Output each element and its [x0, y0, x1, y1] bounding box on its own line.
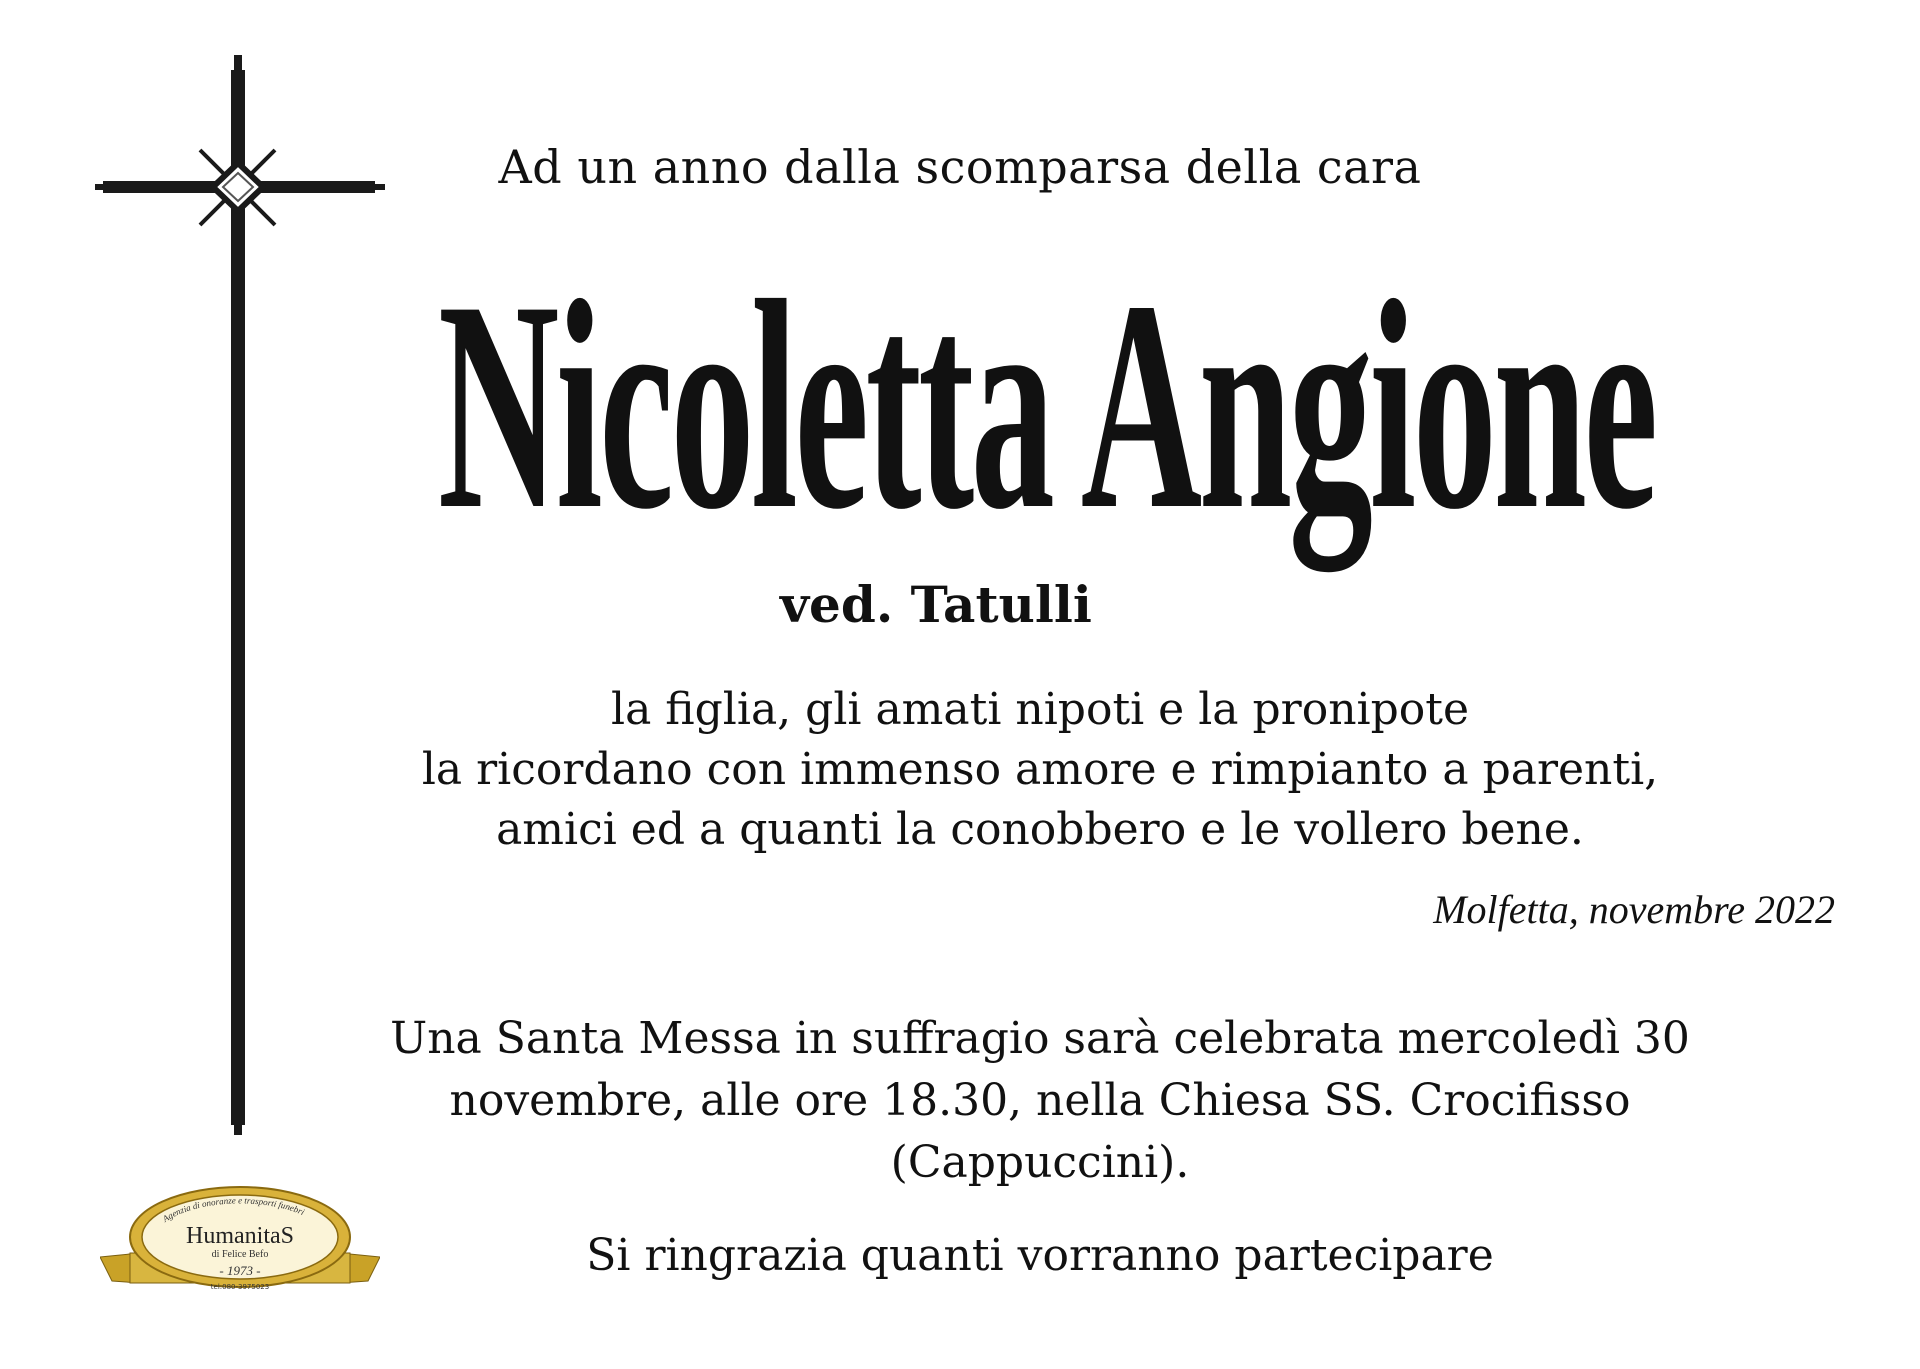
mass-line: novembre, alle ore 18.30, nella Chiesa SS. Crocifisso [449, 1075, 1631, 1126]
widow-subtitle: ved. Tatulli [780, 575, 1092, 634]
cross-icon [95, 55, 385, 1135]
family-message [330, 680, 1750, 860]
message-line: amici ed a quanti la conobbero e le vollero bene. [496, 804, 1584, 855]
logo-phone: tel:080-3975023 [210, 1283, 270, 1291]
place-date: Molfetta, novembre 2022 [1433, 887, 1835, 932]
agency-logo [100, 1185, 380, 1295]
deceased-name: Nicoletta Angione [438, 239, 1655, 571]
mass-line: (Cappuccini). [890, 1137, 1190, 1188]
intro-text: Ad un anno dalla scomparsa della cara [498, 140, 1422, 194]
logo-owner: di Felice Befo [211, 1249, 269, 1260]
deceased-name-container [438, 239, 1768, 585]
thanks-text: Si ringrazia quanti vorranno partecipare [586, 1230, 1494, 1281]
logo-brand: HumanitaS [186, 1223, 294, 1249]
logo-arc-text: Agenzia di onoranze e trasporti funebri [160, 1195, 307, 1224]
message-line: la ricordano con immenso amore e rimpianto a parenti, [421, 744, 1659, 795]
message-line: la figlia, gli amati nipoti e la pronipote [611, 684, 1469, 735]
mass-line: Una Santa Messa in suffragio sarà celebrata mercoledì 30 [390, 1013, 1690, 1064]
logo-year: - 1973 - [219, 1263, 261, 1278]
mass-announcement [330, 1008, 1750, 1194]
